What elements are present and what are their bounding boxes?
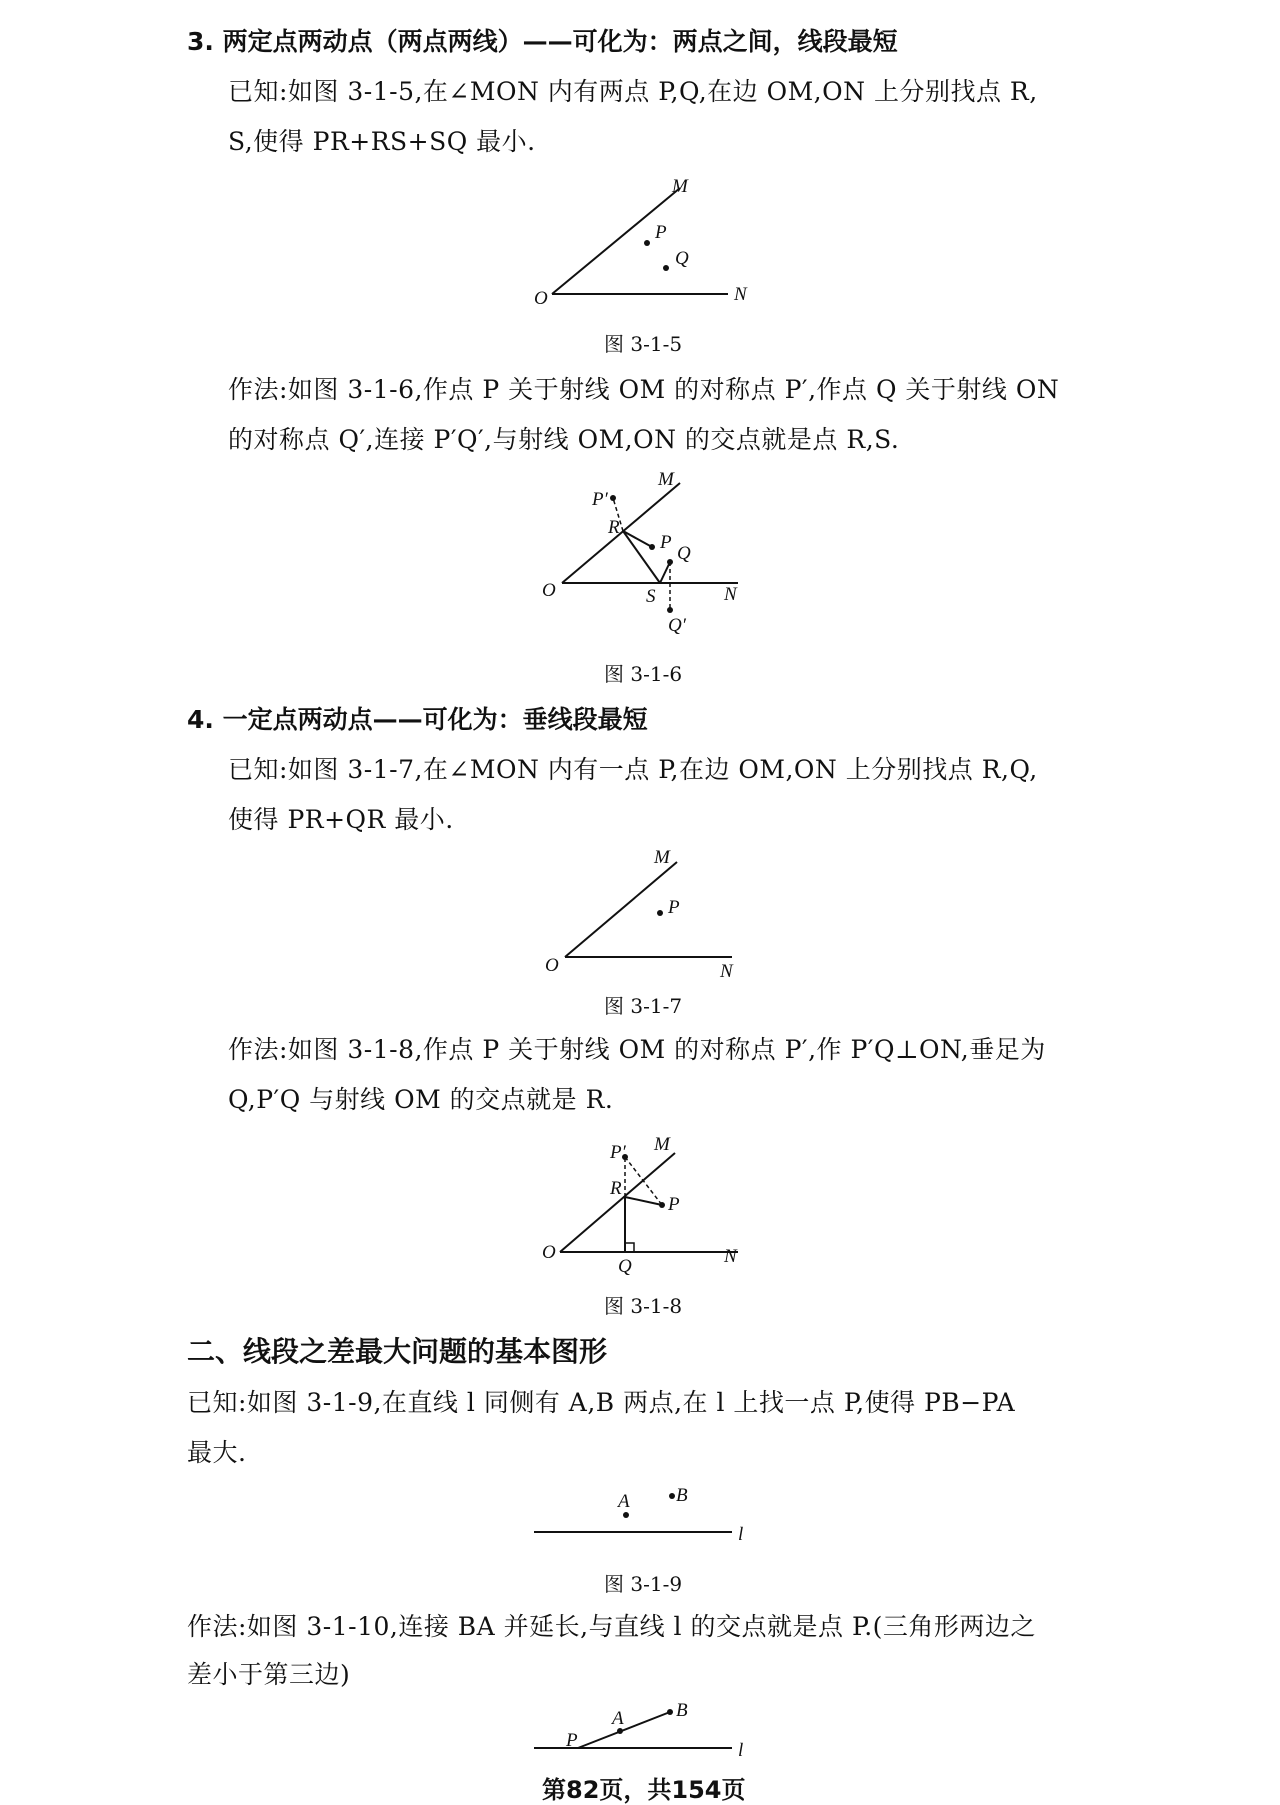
- label-Q: Q: [677, 543, 691, 564]
- section-4-method-line-1: 作法:如图 3-1-8,作点 P 关于射线 OM 的对称点 P′,作 P′Q⊥ON,垂足为: [228, 1035, 1046, 1064]
- figure-3-1-7: [520, 845, 760, 985]
- label-P: P: [668, 1194, 680, 1215]
- label-P: P: [660, 532, 672, 553]
- figure-3-1-7-caption: 图 3-1-7: [604, 994, 683, 1018]
- section-3-method-line-2: 的对称点 Q′,连接 P′Q′,与射线 OM,ON 的交点就是点 R,S.: [228, 425, 900, 454]
- label-P-prime: P′: [610, 1142, 626, 1163]
- figure-3-1-10: [520, 1700, 760, 1770]
- label-O: O: [542, 580, 556, 601]
- figure-3-1-5: [520, 170, 760, 310]
- section-4-method-line-2: Q,P′Q 与射线 OM 的交点就是 R.: [228, 1085, 614, 1114]
- label-M: M: [654, 847, 670, 868]
- label-N: N: [720, 961, 733, 982]
- label-Q: Q: [618, 1256, 632, 1277]
- label-P: P: [566, 1730, 578, 1751]
- figure-3-1-6-caption: 图 3-1-6: [604, 662, 683, 686]
- label-R: R: [608, 517, 620, 538]
- figure-3-1-8: [520, 1125, 760, 1277]
- figure-3-1-9: [520, 1480, 760, 1560]
- label-S: S: [646, 586, 656, 607]
- label-B: B: [676, 1700, 688, 1721]
- label-O: O: [542, 1242, 556, 1263]
- label-M: M: [672, 176, 688, 197]
- figure-3-1-5-caption: 图 3-1-5: [604, 332, 683, 356]
- section-4-given-line-2: 使得 PR+QR 最小.: [228, 805, 454, 834]
- section-4-heading: 4. 一定点两动点——可化为：垂线段最短: [187, 705, 648, 734]
- label-M: M: [658, 469, 674, 490]
- label-Q-prime: Q′: [668, 615, 686, 636]
- label-A: A: [618, 1491, 630, 1512]
- figure-3-1-9-caption: 图 3-1-9: [604, 1572, 683, 1596]
- part-2-given-line-1: 已知:如图 3-1-9,在直线 l 同侧有 A,B 两点,在 l 上找一点 P,使得 PB−PA: [187, 1388, 1016, 1417]
- figure-3-1-8-caption: 图 3-1-8: [604, 1294, 683, 1318]
- label-P: P: [655, 222, 667, 243]
- part-2-given-line-2: 最大.: [187, 1438, 247, 1467]
- part-2-method-line-1: 作法:如图 3-1-10,连接 BA 并延长,与直线 l 的交点就是点 P.(三角形两边之: [187, 1612, 1036, 1641]
- label-P: P: [668, 897, 680, 918]
- label-R: R: [610, 1178, 622, 1199]
- figure-3-1-6: [520, 465, 760, 640]
- label-A: A: [612, 1708, 624, 1729]
- part-2-heading: 二、线段之差最大问题的基本图形: [187, 1335, 608, 1368]
- label-N: N: [734, 284, 747, 305]
- label-N: N: [724, 1246, 737, 1267]
- section-3-heading: 3. 两定点两动点（两点两线）——可化为：两点之间，线段最短: [187, 27, 898, 56]
- label-B: B: [676, 1485, 688, 1506]
- label-Q: Q: [675, 248, 689, 269]
- label-M: M: [654, 1134, 670, 1155]
- label-l: l: [738, 1740, 744, 1761]
- label-l: l: [738, 1524, 744, 1545]
- section-3-method-line-1: 作法:如图 3-1-6,作点 P 关于射线 OM 的对称点 P′,作点 Q 关于射线 ON: [228, 375, 1060, 404]
- part-2-method-line-2: 差小于第三边): [187, 1660, 351, 1689]
- label-P-prime: P′: [592, 489, 608, 510]
- section-3-given-line-1: 已知:如图 3-1-5,在∠MON 内有两点 P,Q,在边 OM,ON 上分别找点 R,: [228, 77, 1038, 106]
- page-number: 第82页，共154页: [542, 1776, 746, 1804]
- section-3-given-line-2: S,使得 PR+RS+SQ 最小.: [228, 127, 536, 156]
- section-4-given-line-1: 已知:如图 3-1-7,在∠MON 内有一点 P,在边 OM,ON 上分别找点 R,Q,: [228, 755, 1038, 784]
- label-O: O: [534, 288, 548, 309]
- label-N: N: [724, 584, 737, 605]
- label-O: O: [545, 955, 559, 976]
